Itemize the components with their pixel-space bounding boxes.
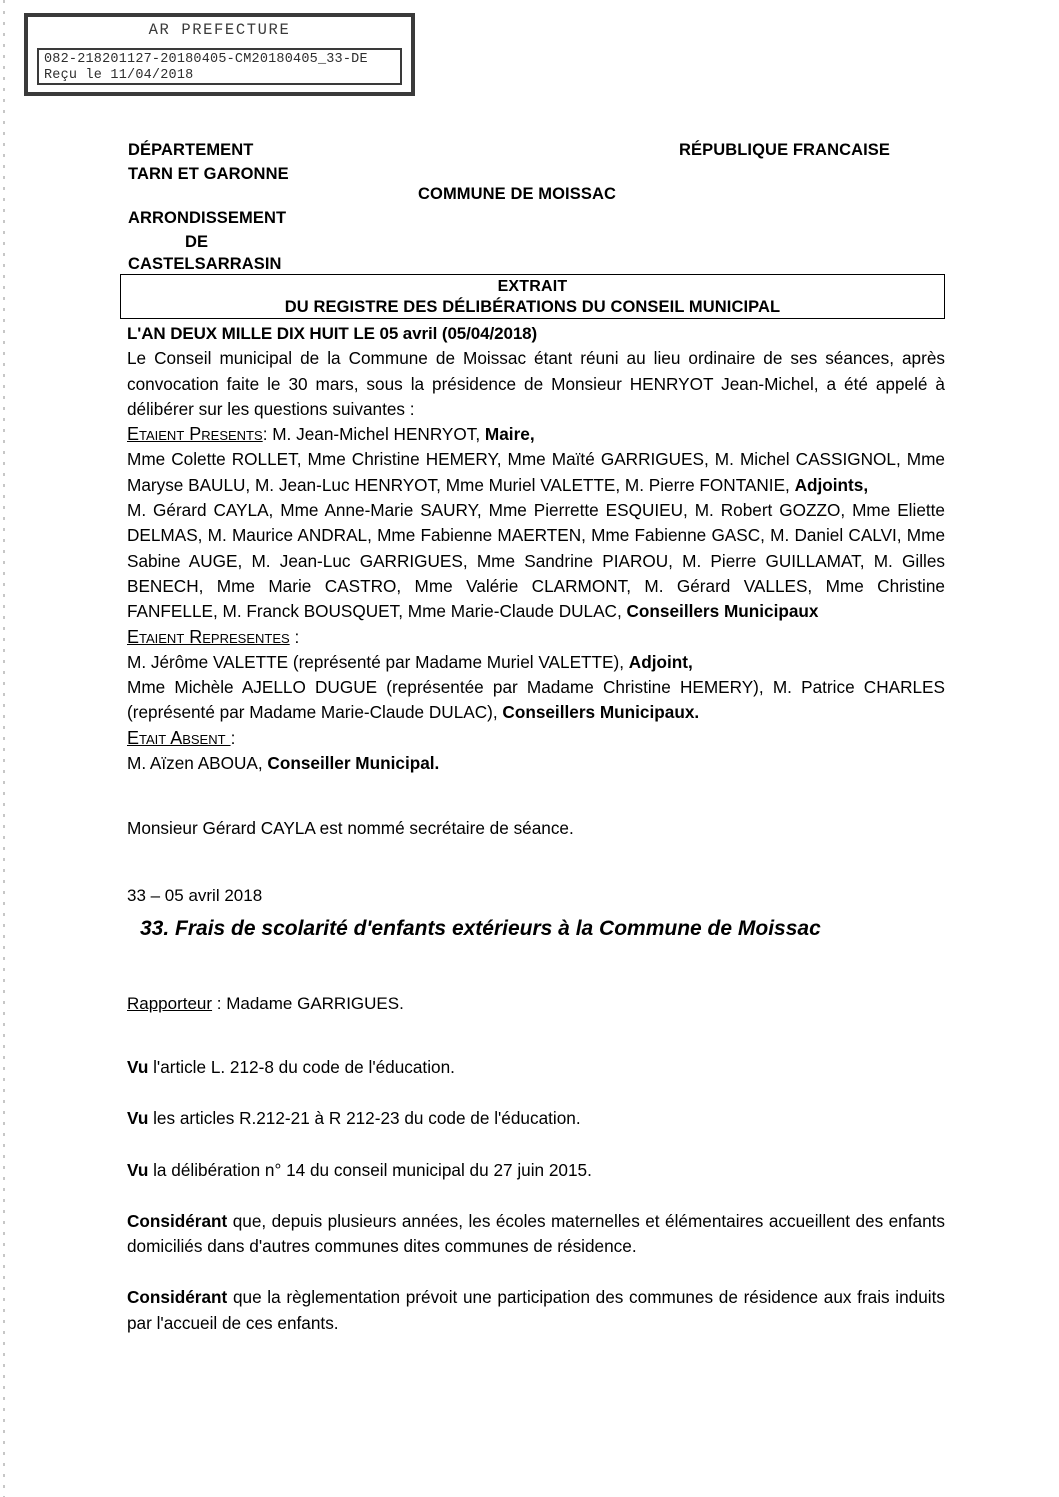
represented-member-1-role: Adjoint, [628, 651, 693, 672]
represented-member-1 [127, 650, 945, 675]
clause-lead: Vu [127, 1057, 149, 1077]
absent-member-1-name: M. Aïzen ABOUA, [127, 753, 268, 774]
conseillers-role: Conseillers Municipaux [626, 601, 819, 622]
stamp-title: AR PREFECTURE [148, 21, 291, 39]
clause-item [127, 1106, 945, 1131]
present-maire-text: : M. Jean-Michel HENRYOT, [262, 424, 485, 445]
deliberation-clauses [127, 1055, 945, 1336]
header-republique: RÉPUBLIQUE FRANCAISE [679, 141, 891, 159]
absent-members-label: Etait Absent [127, 727, 231, 748]
clause-item [127, 1285, 945, 1336]
deliberation-title [140, 913, 945, 945]
represented-members-heading [127, 625, 945, 650]
absent-members-heading [127, 726, 945, 751]
clause-lead: Vu [127, 1159, 149, 1180]
represented-member-2-name: Mme Michèle AJELLO DUGUE (représentée par Madame Christine HEMERY), M. Patrice CHARLES (représenté par Madame Marie-Claude DULAC), [127, 677, 945, 723]
stamp-reference: 082-218201127-20180405-CM20180405_33-DE [44, 52, 368, 67]
adjoints-list-paragraph [127, 447, 945, 498]
extrait-subtitle: DU REGISTRE DES DÉLIBÉRATIONS DU CONSEIL MUNICIPAL [284, 298, 781, 316]
header-departement-name: TARN ET GARONNE [128, 165, 289, 183]
clause-text: les articles R.212-21 à R 212-23 du code de l'éducation. [148, 1108, 581, 1129]
absent-member-1-role: Conseiller Municipal. [267, 753, 440, 774]
adjoints-names: Mme Colette ROLLET, Mme Christine HEMERY, Mme Maïté GARRIGUES, M. Michel CASSIGNOL, Mme Maryse BAULU, M. Jean-Luc HENRYOT, Mme Muriel VALETTE, M. Pierre FONTANIE, [127, 449, 945, 495]
page-edge-marks [3, 0, 5, 1497]
clause-lead: Vu [127, 1108, 149, 1129]
clause-text: l'article L. 212-8 du code de l'éducation. [148, 1057, 455, 1077]
rapporteur-value: : Madame GARRIGUES. [212, 994, 404, 1013]
header-arrondissement-name: CASTELSARRASIN [128, 255, 282, 273]
present-maire-role: Maire, [484, 424, 535, 445]
conseillers-names: M. Gérard CAYLA, Mme Anne-Marie SAURY, Mme Pierrette ESQUIEU, M. Robert GOZZO, Mme Eliette DELMAS, M. Maurice ANDRAL, Mme Fabienne MAERTEN, Mme Fabienne GASC, M. Daniel CALVI, Mme Sabine AUGE, M. Jean-Luc GARRIGUES, Mme Sandrine PIAROU, M. Pierre GUILLAMAT, M. Gilles BENECH, Mme Marie CASTRO, Mme Valérie CLARMONT, M. Gérard VALLES, Mme Christine FANFELLE, M. Franck BOUSQUET, Mme Marie-Claude DULAC, [127, 500, 945, 622]
absent-member-1 [127, 751, 945, 776]
header-commune: COMMUNE DE MOISSAC [418, 185, 616, 203]
deliberation-title-text: 33. Frais de scolarité d'enfants extérieurs à la Commune de Moissac [140, 917, 821, 940]
adjoints-role: Adjoints, [794, 474, 869, 495]
header-departement-label: DÉPARTEMENT [128, 141, 254, 159]
clause-item [127, 1158, 945, 1183]
deliberation-preamble [127, 321, 945, 776]
rapporteur-label: Rapporteur [127, 994, 213, 1013]
header-arrondissement-de: DE [185, 233, 209, 251]
present-members-label: Etaient Presents [127, 424, 263, 445]
clause-item [127, 1055, 945, 1080]
stamp-received-date: Reçu le 11/04/2018 [44, 68, 194, 83]
represented-members-colon: : [289, 626, 300, 647]
absent-members-colon: : [230, 727, 236, 748]
rapporteur-line [127, 991, 404, 1016]
represented-members-label: Etaient Representes [127, 626, 290, 647]
deliberation-reference: 33 – 05 avril 2018 [127, 886, 263, 905]
clause-item [127, 1209, 945, 1260]
convocation-paragraph: Le Conseil municipal de la Commune de Moissac étant réuni au lieu ordinaire de ses séances, après convocation faite le 30 mars, sous la présidence de Monsieur HENRYOT Jean-Michel, a été appelé à délibérer sur les questions suivantes : [127, 348, 945, 419]
present-members-heading-line [127, 422, 945, 447]
extrait-box [120, 274, 945, 319]
session-date-line: L'AN DEUX MILLE DIX HUIT LE 05 avril (05/04/2018) [127, 324, 538, 343]
clause-text: que la règlementation prévoit une participation des communes de résidence aux frais induits par l'accueil de ces enfants. [127, 1287, 945, 1333]
ar-prefecture-stamp [24, 13, 415, 96]
represented-member-2 [127, 675, 945, 726]
clause-text: que, depuis plusieurs années, les écoles maternelles et élémentaires accueillent des enfants domiciliés dans d'autres communes dites communes de résidence. [127, 1210, 945, 1257]
session-secretary-line: Monsieur Gérard CAYLA est nommé secrétaire de séance. [127, 818, 574, 838]
clause-text: la délibération n° 14 du conseil municipal du 27 juin 2015. [148, 1159, 592, 1180]
represented-member-2-role: Conseillers Municipaux. [502, 702, 700, 723]
stamp-inner-box [37, 48, 402, 85]
clause-lead: Considérant [127, 1210, 228, 1231]
represented-member-1-name: M. Jérôme VALETTE (représenté par Madame Muriel VALETTE), [127, 651, 629, 672]
header-arrondissement-label: ARRONDISSEMENT [128, 209, 287, 227]
extrait-title: EXTRAIT [497, 278, 568, 295]
clause-lead: Considérant [127, 1287, 228, 1308]
conseillers-list-paragraph [127, 498, 945, 624]
